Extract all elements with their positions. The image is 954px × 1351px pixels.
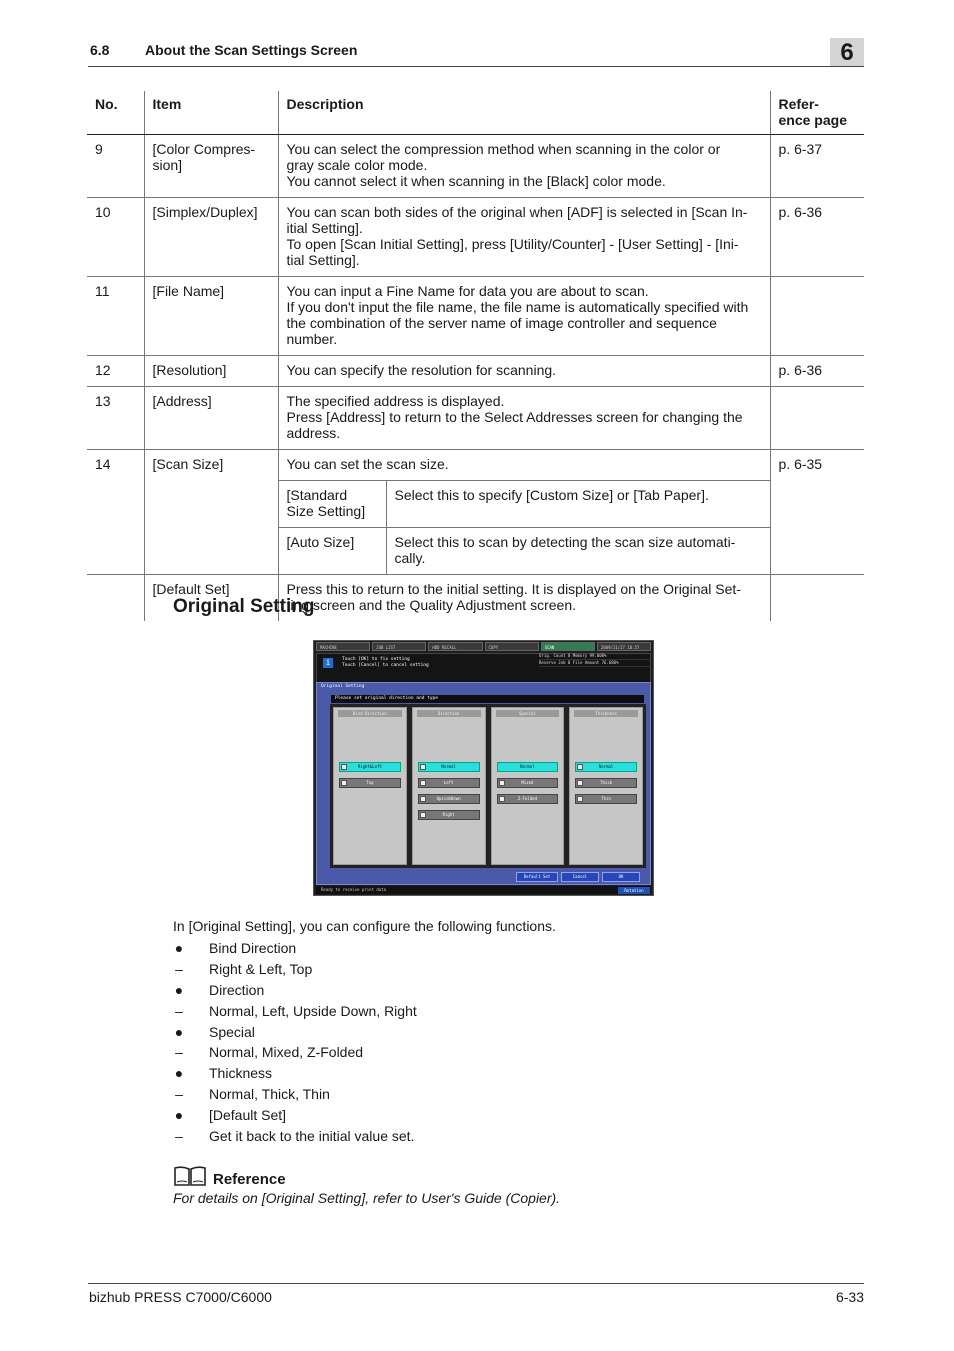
row-ref — [770, 277, 864, 356]
row-item: [Address] — [144, 387, 278, 450]
row-description: You can select the compression method when scanning in the color or gray scale color mode. You cannot select it when scanning in the [Black] color mode. — [278, 135, 770, 198]
table-row — [87, 135, 864, 198]
table-row — [87, 356, 864, 387]
dash: – — [175, 1128, 183, 1145]
row-item: [Resolution] — [144, 356, 278, 387]
option-normal[interactable]: Normal — [575, 762, 637, 772]
paper-icon — [577, 780, 583, 786]
tab-hdd-recall[interactable]: HDD RECALL — [428, 642, 482, 651]
dash: – — [175, 960, 183, 977]
cancel-button[interactable]: Cancel — [561, 872, 599, 882]
column-direction — [412, 707, 486, 865]
list-item: – Normal, Mixed, Z-Folded — [173, 1043, 417, 1064]
table-row — [87, 277, 864, 356]
z-fold-icon — [499, 796, 505, 802]
row-ref — [770, 575, 864, 622]
row-item: [Default Set] — [144, 575, 278, 622]
product-name: bizhub PRESS C7000/C6000 — [89, 1289, 272, 1305]
row-ref: p. 6-37 — [770, 135, 864, 198]
column-header: Direction — [417, 710, 481, 717]
bullet: ● — [174, 1065, 184, 1082]
counter-row: Orig. Count 0 Memory 99.000% — [539, 653, 651, 660]
section-number: 6.8 — [90, 42, 110, 58]
row-no: 9 — [87, 135, 144, 198]
direction-icon — [420, 764, 426, 770]
function-list — [173, 939, 417, 1148]
option-thick[interactable]: Thick — [575, 778, 637, 788]
rotation-button[interactable]: Rotation — [618, 887, 650, 894]
bullet: ● — [174, 1107, 184, 1124]
dash: – — [175, 1044, 183, 1061]
table-row — [87, 387, 864, 450]
direction-icon — [420, 796, 426, 802]
section-heading: Original Setting — [173, 596, 315, 617]
row-description: You can scan both sides of the original when [ADF] is selected in [Scan In- itial Setting]. To open [Scan Initial Setting], press [Utility/Counter] - [User Setting] - [Ini- tial Setting]. — [278, 198, 770, 277]
action-buttons — [516, 872, 640, 882]
column-header: Thickness — [574, 710, 638, 717]
table-row — [87, 450, 864, 481]
tab-machine[interactable]: MACHINE — [316, 642, 370, 651]
row-item: [Color Compres- sion] — [144, 135, 278, 198]
subrow-text: Select this to scan by detecting the scan size automati- cally. — [386, 528, 770, 575]
paper-icon — [577, 796, 583, 802]
datetime: 2009/11/27 10:57 — [597, 642, 651, 651]
list-item: – Get it back to the initial value set. — [173, 1127, 417, 1148]
dash: – — [175, 1086, 183, 1103]
bullet: ● — [174, 940, 184, 956]
panel-title: Original Setting — [321, 684, 365, 689]
row-description: You can input a Fine Name for data you are about to scan. If you don't input the file name, the file name is automatically specified with the combination of the server name of image controller and sequence number. — [278, 277, 770, 356]
section-title: About the Scan Settings Screen — [145, 42, 358, 58]
screen-tabs — [316, 642, 651, 651]
status-counters — [539, 653, 651, 667]
counter-row: Reserve Job 0 File Amount 76.680% — [539, 660, 651, 667]
option-right[interactable]: Right — [418, 810, 480, 820]
option-right-left[interactable]: Right&Left — [339, 762, 401, 772]
ok-button[interactable]: OK — [602, 872, 640, 882]
row-no: 10 — [87, 198, 144, 277]
list-item: – Normal, Left, Upside Down, Right — [173, 1002, 417, 1023]
list-item: ● Special — [174, 1023, 255, 1040]
bullet: ● — [174, 981, 184, 998]
subrow-text: Select this to specify [Custom Size] or [Tab Paper]. — [386, 481, 770, 528]
list-item: – Right & Left, Top — [173, 960, 417, 981]
row-ref: p. 6-35 — [770, 450, 864, 575]
option-top[interactable]: Top — [339, 778, 401, 788]
column-bind-direction — [333, 707, 407, 865]
reference-label: Reference — [213, 1171, 286, 1188]
row-ref — [770, 387, 864, 450]
row-no: 14 — [87, 450, 144, 575]
prompt-text: Please set original direction and type — [331, 695, 644, 703]
message-line: Touch [OK] to fix setting — [342, 657, 410, 662]
option-mixed[interactable]: Mixed — [497, 778, 559, 788]
bind-icon — [341, 764, 347, 770]
column-thickness — [569, 707, 643, 865]
row-item: [Simplex/Duplex] — [144, 198, 278, 277]
original-setting-screenshot — [313, 640, 654, 896]
row-ref: p. 6-36 — [770, 198, 864, 277]
message-line: Touch [Cancel] to cancel setting — [342, 663, 429, 668]
subrow-label: [Standard Size Setting] — [278, 481, 386, 528]
column-special — [491, 707, 565, 865]
option-columns — [330, 704, 646, 868]
page-footer — [88, 1283, 864, 1305]
intro-text: In [Original Setting], you can configure the following functions. — [173, 918, 556, 934]
row-description: You can set the scan size. — [278, 450, 770, 481]
dash: – — [175, 1002, 183, 1019]
mixed-icon — [499, 780, 505, 786]
chapter-badge: 6 — [830, 38, 864, 66]
direction-icon — [420, 780, 426, 786]
row-description: Press this to return to the initial setting. It is displayed on the Original Set- ting screen and the Quality Adjustment screen. — [278, 575, 770, 622]
direction-icon — [420, 812, 426, 818]
subrow-label: [Auto Size] — [278, 528, 386, 575]
list-item: ● Direction — [174, 981, 265, 998]
row-item: [Scan Size] — [144, 450, 278, 575]
list-item: – Normal, Thick, Thin — [173, 1085, 417, 1106]
col-header-no: No. — [87, 91, 144, 135]
page-number: 6-33 — [835, 1289, 864, 1305]
col-header-item: Item — [144, 91, 278, 135]
paper-icon — [577, 764, 583, 770]
option-normal[interactable]: Normal — [497, 762, 559, 772]
bullet: ● — [174, 1023, 184, 1040]
tab-job-list[interactable]: JOB LIST — [372, 642, 426, 651]
option-z-folded[interactable]: Z-Folded — [497, 794, 559, 804]
tab-copy[interactable]: COPY — [485, 642, 539, 651]
row-no: 12 — [87, 356, 144, 387]
option-left[interactable]: Left — [418, 778, 480, 788]
column-header: Special — [496, 710, 560, 717]
page-header — [88, 40, 864, 67]
column-header: Bind Direction — [338, 710, 402, 717]
original-setting-panel — [316, 682, 651, 885]
col-header-reference: Refer- ence page — [770, 91, 864, 135]
info-icon: i — [323, 658, 333, 668]
row-no: 11 — [87, 277, 144, 356]
table-row — [87, 198, 864, 277]
row-no: 13 — [87, 387, 144, 450]
row-description: The specified address is displayed. Press [Address] to return to the Select Addresses screen for changing the address. — [278, 387, 770, 450]
status-bar: Ready to receive print data — [316, 886, 651, 894]
reference-note: For details on [Original Setting], refer to User's Guide (Copier). — [173, 1190, 561, 1206]
option-normal[interactable]: Normal — [418, 762, 480, 772]
list-item: ● Thickness — [174, 1065, 273, 1082]
row-item: [File Name] — [144, 277, 278, 356]
option-thin[interactable]: Thin — [575, 794, 637, 804]
col-header-description: Description — [278, 91, 770, 135]
list-item: ● [Default Set] — [174, 1107, 287, 1124]
book-icon — [173, 1165, 207, 1187]
bind-icon — [341, 780, 347, 786]
settings-table — [87, 91, 864, 621]
table-header-row — [87, 91, 864, 135]
default-set-button[interactable]: Default Set — [516, 872, 558, 882]
option-upside-down[interactable]: UpsideDown — [418, 794, 480, 804]
row-ref: p. 6-36 — [770, 356, 864, 387]
list-item: ● Bind Direction — [174, 940, 297, 956]
row-description: You can specify the resolution for scanning. — [278, 356, 770, 387]
tab-scan[interactable]: SCAN — [541, 642, 595, 651]
row-no — [87, 575, 144, 622]
